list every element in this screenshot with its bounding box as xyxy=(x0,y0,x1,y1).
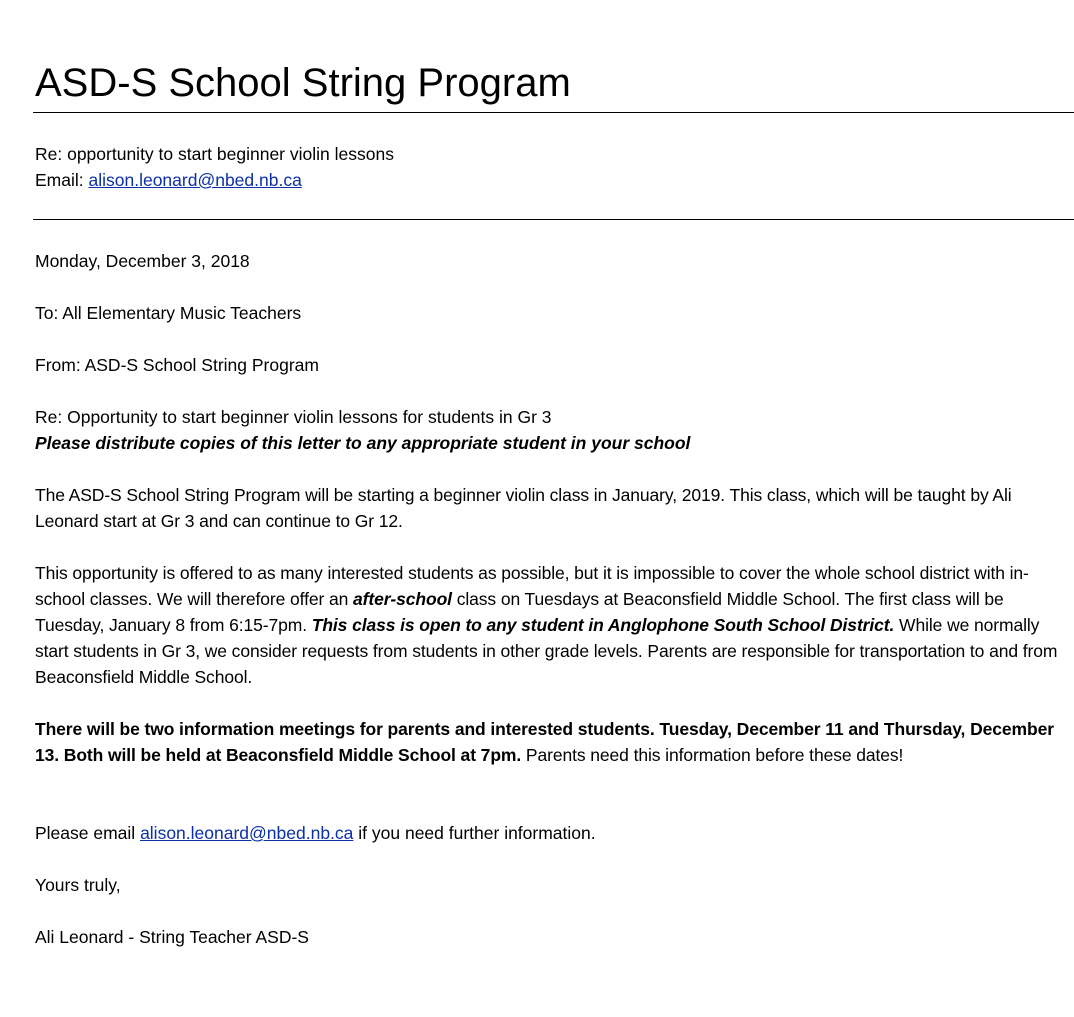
details-text-1: This opportunity is offered to as many interested students as possible, but it is impossible to cover the whole school district with in-school classes. We will therefore offer an xyxy=(35,563,1029,609)
letter-to: To: All Elementary Music Teachers xyxy=(35,303,302,323)
closing: Yours truly, xyxy=(35,875,121,895)
details-text-2: class on Tuesdays at Beaconsfield Middle School. The first class will be Tuesday, January 8 from 6:15-7pm. xyxy=(35,589,1004,635)
letter-date: Monday, December 3, 2018 xyxy=(35,251,250,271)
contact-line xyxy=(35,820,596,846)
after-school-emphasis: after-school xyxy=(352,589,452,609)
contact-email-link[interactable]: alison.leonard@nbed.nb.ca xyxy=(140,823,354,843)
open-class-note: This class is open to any student in Anglophone South School District. xyxy=(311,615,895,635)
details-paragraph xyxy=(35,560,1069,690)
title-divider xyxy=(33,112,1074,113)
header-re-line: Re: opportunity to start beginner violin lessons xyxy=(35,144,394,164)
letter-from: From: ASD-S School String Program xyxy=(35,355,319,375)
header-email-link[interactable]: alison.leonard@nbed.nb.ca xyxy=(88,170,302,190)
header-divider xyxy=(33,219,1074,220)
intro-paragraph: The ASD-S School String Program will be starting a beginner violin class in January, 2019. This class, which will be taught by Ali Leonard start at Gr 3 and can continue to Gr 12. xyxy=(35,485,1012,531)
meetings-bold-text: There will be two information meetings for parents and interested students. Tuesday, December 11 and Thursday, December 13. Both will be held at Beaconsfield Middle School at 7pm. xyxy=(35,719,1054,765)
page-title: ASD-S School String Program xyxy=(35,61,571,105)
header-email-line xyxy=(35,167,302,193)
email-label: Email: xyxy=(35,170,89,190)
meetings-rest-text: Parents need this information before these dates! xyxy=(521,745,904,765)
contact-prefix: Please email xyxy=(35,823,141,843)
details-text-3: While we normally start students in Gr 3, we consider requests from students in other grade levels. Parents are responsible for transportation to and from Beaconsfield Middle School. xyxy=(35,615,1058,687)
signature: Ali Leonard - String Teacher ASD-S xyxy=(35,927,309,947)
letter-re: Re: Opportunity to start beginner violin lessons for students in Gr 3 xyxy=(35,407,552,427)
meetings-paragraph xyxy=(35,716,1069,768)
contact-suffix: if you need further information. xyxy=(353,823,596,843)
distribute-note: Please distribute copies of this letter to any appropriate student in your school xyxy=(35,433,691,453)
